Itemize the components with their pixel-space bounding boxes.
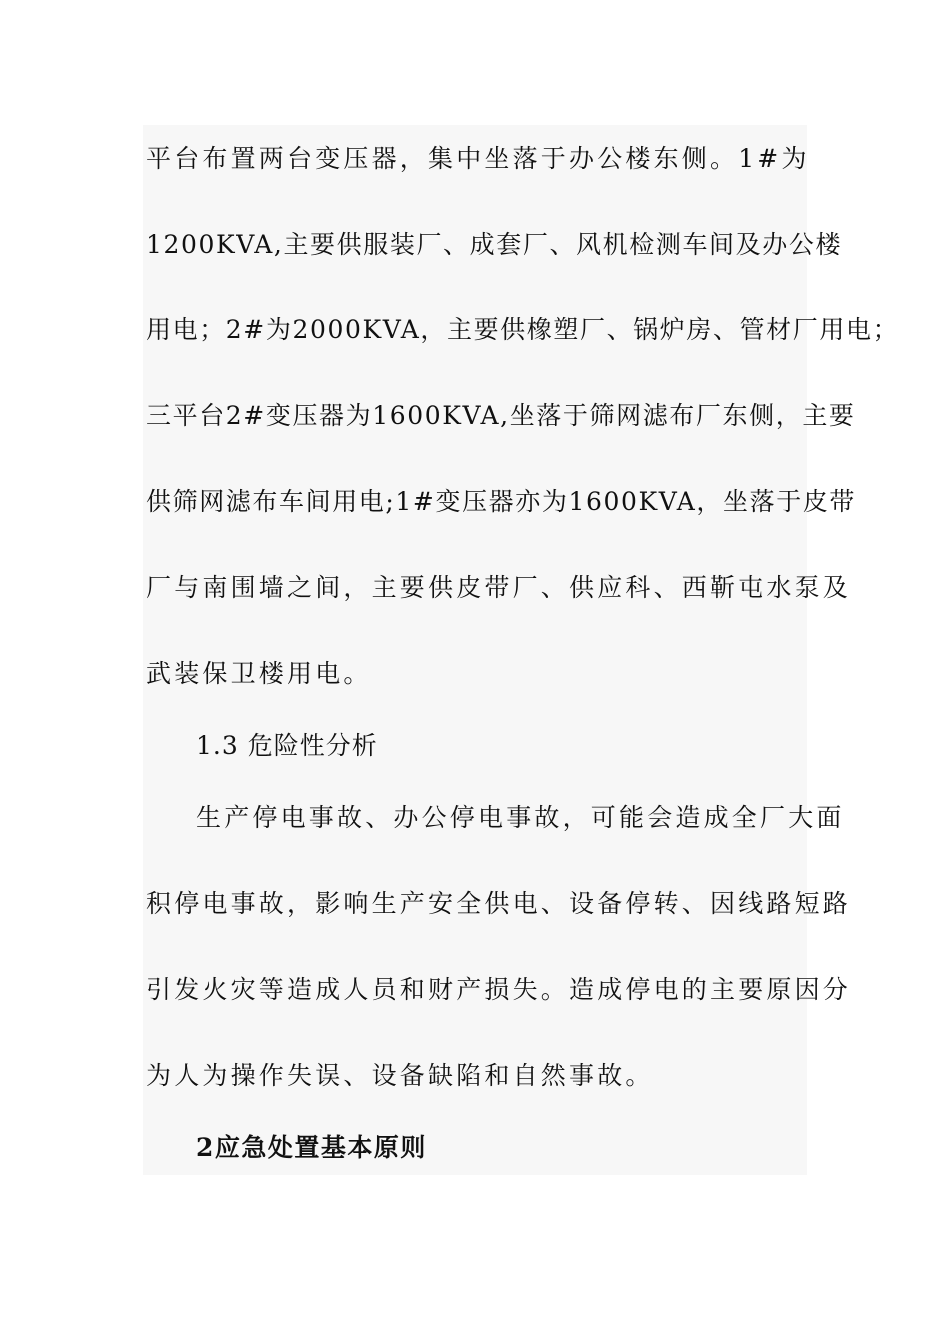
paragraph-line: 用电；2#为2000KVA，主要供橡塑厂、锅炉房、管材厂用电； — [146, 315, 900, 344]
paragraph-line: 1200KVA,主要供服装厂、成套厂、风机检测车间及办公楼 — [146, 230, 843, 259]
section-title: 1.3 危险性分析 — [196, 731, 378, 760]
paragraph-line: 引发火灾等造成人员和财产损失。造成停电的主要原因分 — [146, 975, 852, 1004]
paragraph-line: 供筛网滤布车间用电;1#变压器亦为1600KVA，坐落于皮带 — [146, 487, 856, 516]
text-highlight-block — [143, 125, 807, 1175]
paragraph-line: 为人为操作失误、设备缺陷和自然事故。 — [146, 1061, 654, 1090]
paragraph-line: 武装保卫楼用电。 — [146, 659, 372, 688]
paragraph-line: 积停电事故，影响生产安全供电、设备停转、因线路短路 — [146, 889, 852, 918]
paragraph-line: 生产停电事故、办公停电事故，可能会造成全厂大面 — [196, 803, 845, 832]
paragraph-line: 厂与南围墙之间，主要供皮带厂、供应科、西靳屯水泵及 — [146, 573, 852, 602]
paragraph-line: 三平台2#变压器为1600KVA,坐落于筛网滤布厂东侧，主要 — [146, 401, 856, 430]
section-heading: 2应急处置基本原则 — [196, 1133, 427, 1162]
paragraph-line: 平台布置两台变压器，集中坐落于办公楼东侧。1#为 — [146, 144, 810, 173]
